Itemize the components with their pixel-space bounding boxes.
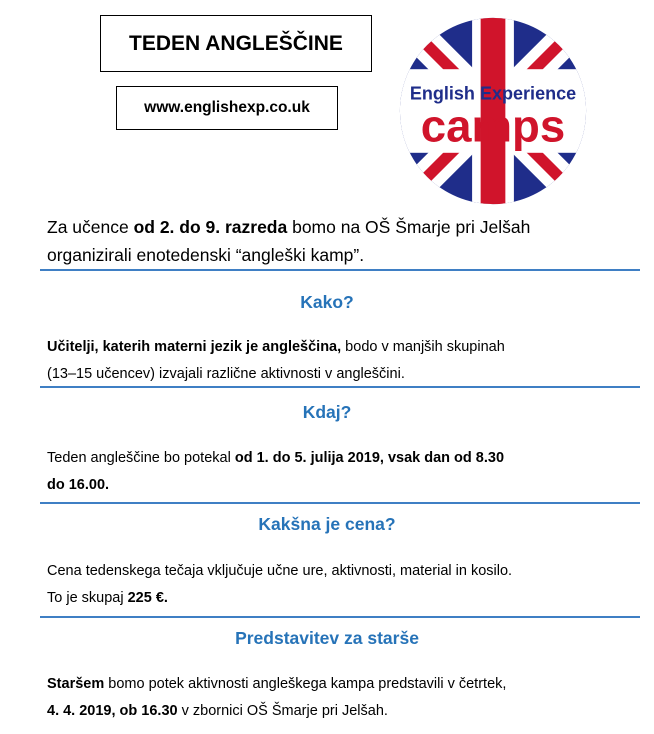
section-body-cena [47, 558, 627, 612]
teachers-bold: Učitelji, katerih materni jezik je angleščina, [47, 339, 342, 355]
starsi-text: v zbornici OŠ Šmarje pri Jelšah. [177, 703, 388, 719]
starsi-text: bomo potek aktivnosti angleškega kampa predstavili v četrtek, [104, 676, 507, 692]
section-body-kdaj [47, 445, 627, 499]
logo-text-line1: English Experience [409, 83, 577, 104]
page-title-box [100, 15, 372, 72]
intro-grades: od 2. do 9. razreda [133, 217, 288, 237]
kdaj-text: Teden angleščine bo potekal [47, 450, 235, 466]
section-heading-kdaj: Kdaj? [302, 402, 352, 422]
section-heading-starsi: Predstavitev za starše [235, 628, 419, 648]
logo-text-line2: camps [420, 100, 566, 152]
kako-text: bodo v manjših skupinah [341, 339, 505, 355]
divider [40, 616, 640, 618]
website-url: www.englishexp.co.uk [144, 99, 310, 116]
divider [40, 269, 640, 271]
kdaj-time: do 16.00. [47, 477, 110, 493]
cena-price: 225 €. [127, 590, 168, 606]
divider [40, 502, 640, 504]
kdaj-dates: od 1. do 5. julija 2019, vsak dan od 8.30 [234, 450, 505, 466]
page-title: TEDEN ANGLEŠČINE [129, 31, 343, 55]
parents-bold: Staršem [47, 676, 105, 692]
intro-text: bomo na OŠ Šmarje pri Jelšah [287, 217, 531, 237]
section-heading-kako: Kako? [300, 292, 354, 312]
intro-paragraph [47, 213, 607, 269]
cena-text-line1: Cena tedenskega tečaja vključuje učne ure, aktivnosti, material in kosilo. [47, 563, 513, 579]
section-heading-cena: Kakšna je cena? [258, 514, 396, 534]
website-box [116, 86, 338, 130]
divider [40, 386, 640, 388]
section-body-starsi [47, 671, 627, 725]
intro-text-line2: organizirali enotedenski “angleški kamp”. [47, 245, 365, 265]
presentation-date: 4. 4. 2019, ob 16.30 [47, 703, 178, 719]
section-body-kako [47, 334, 627, 388]
english-experience-camps-logo [398, 16, 588, 206]
intro-text: Za učence [47, 217, 134, 237]
cena-text: To je skupaj [47, 590, 128, 606]
kako-text-line2: (13–15 učencev) izvajali različne aktivnosti v angleščini. [47, 366, 405, 382]
